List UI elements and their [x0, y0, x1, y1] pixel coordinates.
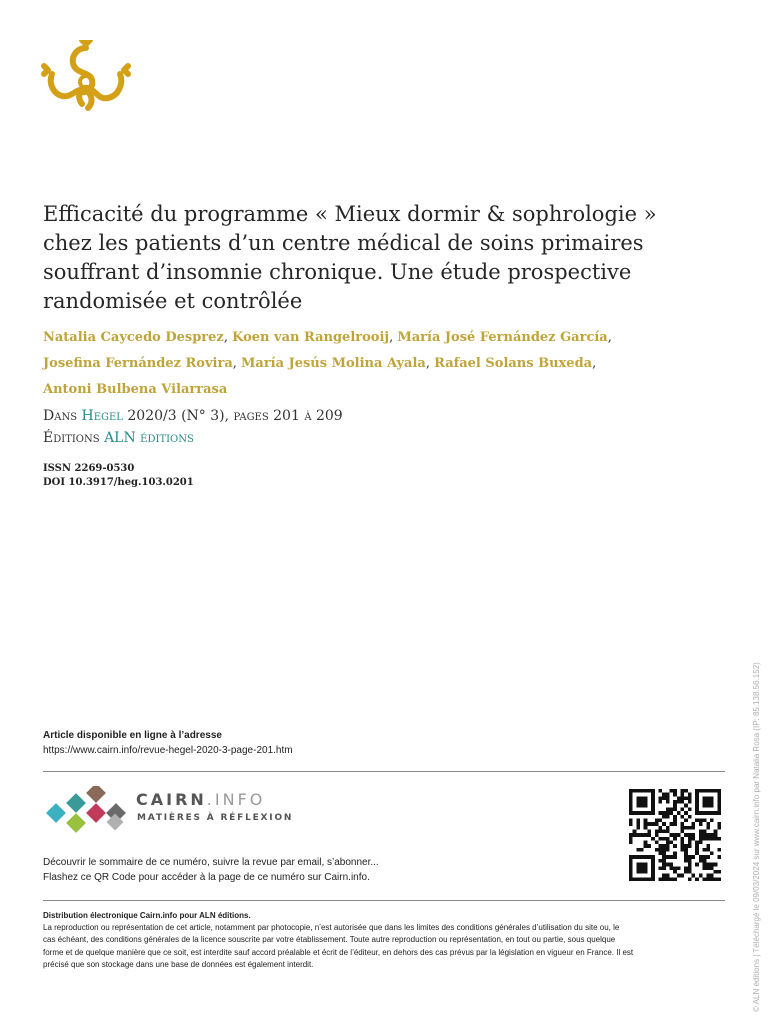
discover-line: Découvrir le sommaire de ce numéro, suivre la revue par email, s’abonner... [43, 857, 379, 868]
legal-notice [43, 910, 727, 971]
divider [43, 771, 725, 772]
cairn-wordmark[interactable] [136, 790, 265, 809]
journal-link[interactable]: Hegel [81, 408, 123, 424]
identifiers [43, 462, 194, 490]
cairn-name-suffix: .INFO [206, 790, 266, 809]
author-list: Natalia Caycedo Desprez, Koen van Rangelrooij, María José Fernández García, Josefina Fernández Rovira, María Jesús Molina Ayala, Rafael Solans Buxeda, Antoni Bulbena Vilarrasa [43, 330, 612, 397]
discover-text [43, 855, 379, 885]
doi: DOI 10.3917/heg.103.0201 [43, 477, 194, 488]
legal-title: Distribution électronique Cairn.info pour ALN éditions. [43, 911, 251, 920]
author-link[interactable]: María José Fernández García [397, 330, 608, 345]
mosaic-tile [86, 786, 106, 803]
title-line: chez les patients d’un centre médical de soins primaires [43, 231, 644, 255]
journal-logo-icon [40, 40, 132, 120]
download-watermark: © ALN éditions | Téléchargé le 09/03/2024 sur www.cairn.info par Natalia Rosa (IP: 85.138.56.152) [752, 662, 761, 1012]
cairn-name-main: CAIRN [136, 790, 207, 809]
online-label: Article disponible en ligne à l’adresse [43, 730, 222, 741]
online-availability [43, 728, 293, 758]
author-link[interactable]: Koen van Rangelrooij [232, 330, 390, 345]
mosaic-tile [86, 803, 106, 823]
divider [43, 900, 725, 901]
legal-line: cas échéant, des conditions générales de la licence souscrite par votre établissement. Toute autre reproduction ou représentation, en tout ou partie, sous quelque [43, 935, 616, 945]
author-link[interactable]: Antoni Bulbena Vilarrasa [43, 382, 228, 397]
discover-line: Flashez ce QR Code pour accéder à la page de ce numéro sur Cairn.info. [43, 872, 370, 883]
editions-label: Éditions [43, 430, 100, 446]
mosaic-tile [66, 793, 86, 813]
author-link[interactable]: Natalia Caycedo Desprez [43, 330, 224, 345]
cairn-tagline: MATIÈRES À RÉFLEXION [137, 813, 294, 823]
mosaic-tile [66, 813, 86, 833]
issue-number: 2020/3 (N° 3), [127, 408, 230, 424]
title-line: randomisée et contrôlée [43, 289, 303, 313]
title-line: Efficacité du programme « Mieux dormir & sophrologie » [43, 202, 657, 226]
cairn-logo-icon[interactable] [43, 786, 127, 836]
page-range: pages 201 à 209 [233, 408, 343, 424]
publication-info [43, 405, 723, 449]
article-url-link[interactable]: https://www.cairn.info/revue-hegel-2020-3-page-201.htm [43, 745, 293, 756]
mosaic-tile [46, 803, 66, 823]
legal-line: précisé que son stockage dans une base de données est également interdit. [43, 959, 314, 969]
qr-code-icon[interactable] [626, 789, 724, 881]
publisher-link[interactable]: ALN éditions [104, 430, 194, 446]
author-link[interactable]: Rafael Solans Buxeda [434, 356, 593, 371]
author-link[interactable]: María Jesús Molina Ayala [241, 356, 426, 371]
dans-label: Dans [43, 408, 78, 424]
title-line: souffrant d’insomnie chronique. Une étude prospective [43, 260, 632, 284]
legal-line: forme et de quelque manière que ce soit, est interdite sauf accord préalable et écrit de l’éditeur, en dehors des cas prévus par la législation en vigueur en France. Il est [43, 947, 634, 957]
issn: ISSN 2269-0530 [43, 463, 135, 474]
author-link[interactable]: Josefina Fernández Rovira [43, 356, 233, 371]
article-title [43, 200, 723, 316]
legal-line: La reproduction ou représentation de cet article, notamment par photocopie, n’est autorisée que dans les limites des conditions générales d’utilisation du site ou, le [43, 923, 620, 933]
